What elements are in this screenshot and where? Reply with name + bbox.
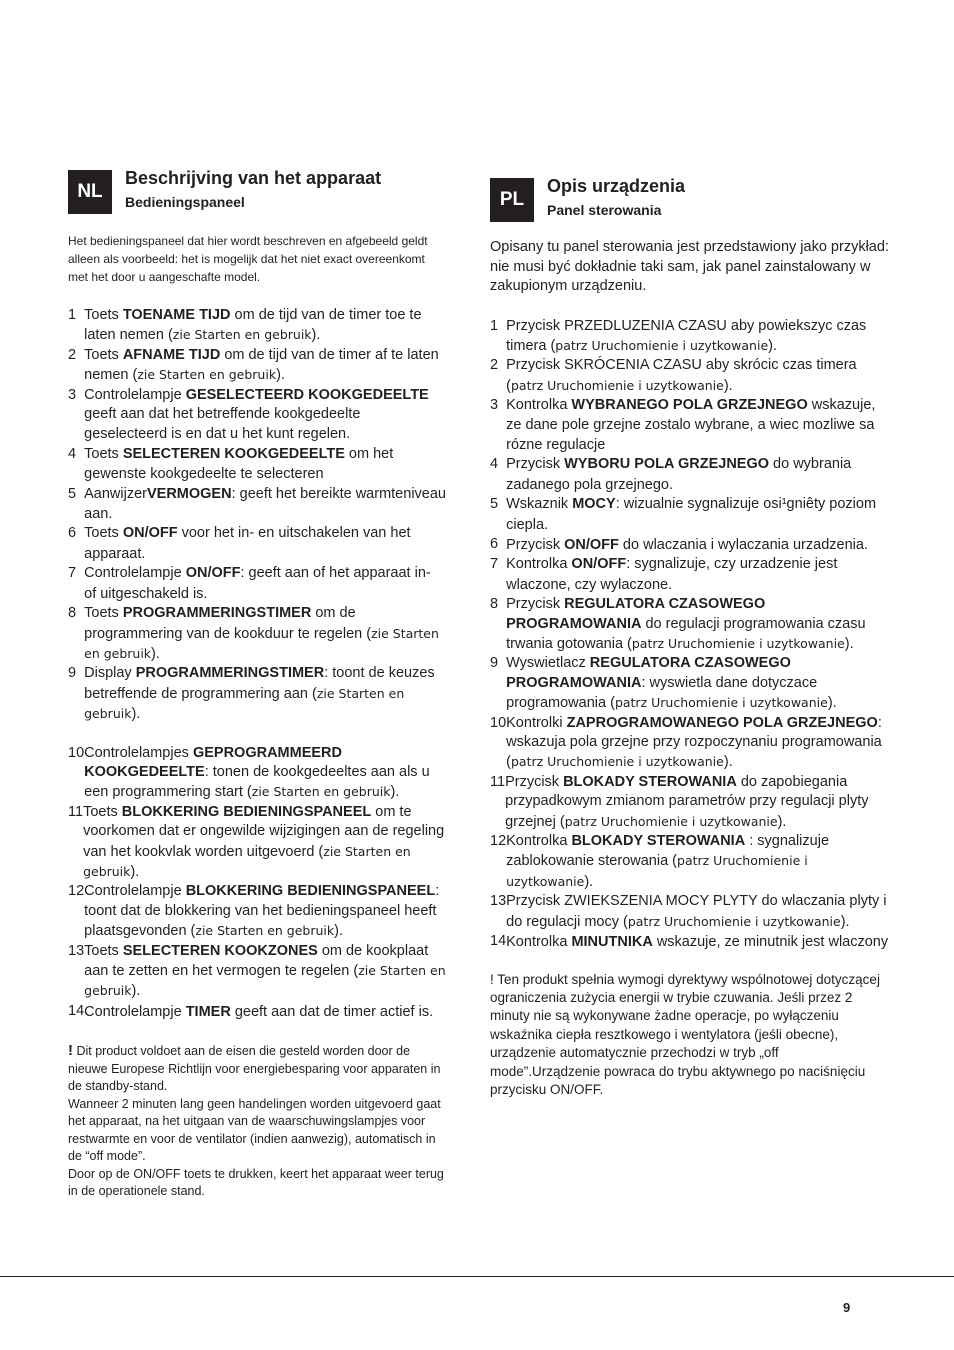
item-small: patrz Uruchomienie i uzytkowanie — [555, 337, 769, 353]
item-end: ). — [276, 367, 285, 384]
list-item — [68, 346, 446, 386]
item-text — [506, 396, 890, 455]
item-bold: GESELECTEERD KOOKGEDEELTE — [185, 386, 429, 403]
item-pre: Controlelampje — [84, 565, 186, 582]
item-bold: ZAPROGRAMOWANEGO POLA GRZEJNEGO — [566, 714, 878, 731]
item-bold: ON/OFF — [571, 556, 627, 573]
item-text — [84, 1002, 446, 1022]
item-post: wskazuje, ze minutnik jest wlaczony — [652, 934, 889, 951]
item-number: 12 — [490, 833, 507, 850]
item-post: om te voorkomen dat er ongewilde wijzigingen aan de regeling van het kookvlak worden uitgevoerd ( — [83, 803, 445, 860]
item-bold: REGULATORA CZASOWEGO PROGRAMOWANIA — [506, 655, 791, 691]
item-small: zie Starten en gebruik — [172, 327, 312, 343]
pl-section-title: Opis urządzenia — [547, 176, 686, 196]
list-item — [490, 773, 890, 832]
item-end: ). — [151, 645, 160, 662]
list-item — [490, 535, 890, 555]
list-item — [490, 356, 890, 396]
item-number: 10 — [68, 744, 85, 761]
pl-header — [490, 176, 890, 226]
list-item — [490, 832, 890, 892]
item-pre: Controlelampje — [84, 1003, 186, 1020]
item-small: zie Starten en gebruik — [137, 367, 277, 383]
item-post: : geeft het bereikte warmteniveau aan. — [84, 485, 446, 523]
item-end: ). — [131, 983, 141, 1000]
item-pre: Toets — [84, 346, 123, 363]
item-pre: Kontrolka — [506, 556, 572, 573]
item-number: 14 — [68, 1002, 85, 1019]
item-bold: BLOKADY STEROWANIA — [563, 773, 737, 790]
item-text — [506, 535, 890, 555]
item-text — [84, 664, 446, 724]
item-number: 8 — [68, 605, 85, 622]
item-post: do wybrania zadanego pola grzejnego. — [506, 456, 852, 493]
item-bold: ON/OFF — [185, 565, 241, 582]
item-end: ). — [768, 337, 778, 354]
nl-section-subtitle: Bedieningspaneel — [125, 194, 245, 210]
list-item — [68, 942, 446, 1002]
item-post: : wyswietla dane dotyczace programowania ( — [506, 674, 818, 712]
item-post: wskazuje, ze dane pole grzejne zostalo wybrane, a wiec mozliwe sa rózne regulacje — [506, 397, 876, 453]
pl-section-subtitle: Panel sterowania — [547, 202, 662, 218]
item-pre: Przycisk — [506, 456, 565, 473]
item-post: voor het in- en uitschakelen van het apparaat. — [84, 525, 411, 562]
item-text — [84, 744, 446, 803]
item-end: ). — [723, 754, 733, 771]
item-pre: Display — [84, 665, 136, 682]
list-item — [68, 524, 446, 564]
item-number: 4 — [490, 456, 507, 473]
item-bold: VERMOGEN — [146, 485, 232, 502]
item-text — [84, 942, 446, 1002]
item-text — [84, 882, 446, 941]
nl-standby-note — [68, 1042, 446, 1201]
item-small: zie Starten en gebruik — [83, 843, 411, 879]
item-pre: Kontrolki — [506, 714, 567, 731]
item-post: : tonen de kookgedeeltes aan als u een programmering start ( — [84, 763, 430, 801]
item-bold: SELECTEREN KOOKGEDEELTE — [122, 445, 345, 462]
item-bold: PROGRAMMERINGSTIMER — [122, 605, 312, 622]
item-text — [84, 604, 446, 664]
item-pre: Przycisk SKRÓCENIA CZASU aby skrócic czas timera ( — [506, 357, 857, 394]
nl-section — [68, 168, 446, 1201]
item-number: 9 — [68, 665, 85, 682]
item-post: : wizualnie sygnalizuje osi¹gniêty poziom ciepla. — [506, 496, 877, 533]
pl-intro-text: Opisany tu panel sterowania jest przedstawiony jako przykład: nie musi być dokładnie taki sam, jak panel zainstalowany w zakupionym urządzeniu. — [490, 239, 889, 294]
item-small: patrz Uruchomienie i uzytkowanie — [510, 377, 724, 393]
item-pre: Przycisk ZWIEKSZENIA MOCY PLYTY do wlaczania plyty i do regulacji mocy ( — [506, 893, 887, 930]
item-number: 2 — [490, 357, 507, 374]
list-item — [68, 485, 446, 525]
item-number: 10 — [490, 714, 507, 731]
item-bold: MOCY — [572, 496, 616, 513]
item-text — [506, 654, 890, 713]
list-item — [490, 495, 890, 535]
list-item — [68, 803, 446, 883]
item-post: om het gewenste kookgedeelte te selecteren — [84, 445, 394, 483]
item-text — [84, 524, 446, 564]
item-bold: ON/OFF — [564, 536, 619, 553]
list-item — [68, 1002, 446, 1022]
nl-note-line-3: Door op de ON/OFF toets te drukken, keert het apparaat weer terug in de operationele stand. — [68, 1166, 444, 1199]
item-bold: ON/OFF — [122, 525, 178, 542]
item-bold: GEPROGRAMMEERD KOOKGEDEELTE — [84, 744, 342, 780]
item-post: : toont dat de blokkering van het bedieningspaneel heeft plaatsgevonden ( — [84, 883, 440, 940]
item-bold: AFNAME TIJD — [122, 346, 221, 363]
item-number: 6 — [68, 525, 85, 542]
item-number: 6 — [490, 535, 507, 552]
item-bold: BLOKADY STEROWANIA — [571, 833, 746, 850]
item-pre: Toets — [84, 942, 123, 959]
nl-intro-text: Het bedieningspaneel dat hier wordt beschreven en afgebeeld geldt alleen als voorbeeld: het is mogelijk dat het niet exact overeenkomt met het door u aangeschafte model. — [68, 234, 428, 284]
item-number: 3 — [490, 397, 507, 414]
item-pre: Kontrolka — [506, 397, 572, 414]
nl-note-line-2: Wanneer 2 minuten lang geen handelingen worden uitgevoerd gaat het apparaat, na het uitgaan van de waarschuwingslampjes voor restwarmte en voor de ventilator (indien aanwezig), automatisch in de “off mode”. — [68, 1096, 441, 1164]
item-small: patrz Uruchomienie i uzytkowanie — [510, 754, 724, 770]
item-post: do wlaczania i wylaczania urzadzenia. — [618, 536, 868, 553]
item-number: 5 — [68, 485, 85, 502]
item-post: do regulacji programowania czasu trwania gotowania ( — [506, 615, 866, 652]
item-number: 3 — [68, 386, 85, 403]
item-number: 14 — [490, 933, 507, 950]
item-end: ). — [390, 784, 400, 801]
item-end: ). — [334, 923, 343, 940]
pl-section — [490, 176, 890, 1099]
pl-language-badge: PL — [490, 178, 534, 222]
nl-control-list — [68, 306, 446, 1022]
item-text — [505, 773, 890, 832]
item-pre: Toets — [84, 605, 123, 622]
item-pre: Wskaznik — [506, 496, 573, 513]
list-item — [68, 664, 446, 724]
list-item — [68, 604, 446, 664]
item-text — [84, 564, 446, 604]
item-small: zie Starten en gebruik — [84, 625, 439, 661]
item-number: 2 — [68, 346, 85, 363]
item-end: ). — [840, 913, 850, 930]
item-pre: Wyswietlacz — [506, 655, 590, 672]
item-post: om de tijd van de timer toe te laten nemen ( — [84, 307, 422, 344]
item-text — [506, 317, 890, 357]
item-text — [84, 445, 446, 485]
item-text — [506, 495, 890, 535]
item-small: patrz Uruchomienie i uzytkowanie — [614, 695, 828, 711]
item-bold: BLOKKERING BEDIENINGSPANEEL — [121, 803, 372, 820]
item-number: 13 — [490, 893, 507, 910]
pl-standby-note: ! Ten produkt spełnia wymogi dyrektywy wspólnotowej dotyczącej ograniczenia zużycia energii w trybie czuwania. Jeśli przez 2 minuty nie są wykonywane żadne operacje, po wyłączeniu wskaźnika ciepła resztkowego i wentylatora (jeśli obecne), urządzenie automatycznie przechodzi w tryb „off mode”.Urządzenie powraca do trybu aktywnego po naciśnięciu przycisku ON/OFF. — [490, 971, 880, 1097]
item-text — [506, 595, 890, 654]
list-item — [490, 932, 890, 952]
item-pre: Aanwijzer — [84, 485, 147, 502]
item-text — [84, 346, 446, 386]
list-item — [490, 455, 890, 495]
item-post: om de tijd van de timer af te laten nemen ( — [84, 346, 439, 384]
item-pre: Kontrolka — [506, 833, 572, 850]
item-text — [506, 555, 890, 595]
list-item — [68, 306, 446, 346]
item-bold: BLOKKERING BEDIENINGSPANEEL — [185, 883, 436, 900]
item-end: ). — [130, 863, 140, 880]
item-number: 8 — [490, 596, 507, 613]
item-end: ). — [584, 873, 594, 890]
item-post: : geeft aan of het apparaat in- of uitgeschakeld is. — [84, 565, 431, 602]
item-text — [506, 356, 890, 396]
item-bold: TOENAME TIJD — [122, 307, 231, 323]
item-small: patrz Uruchomienie i uzytkowanie — [506, 853, 808, 889]
item-pre: Controlelampje — [84, 883, 186, 900]
item-bold: REGULATORA CZASOWEGO PROGRAMOWANIA — [506, 596, 766, 632]
page-number: 9 — [843, 1300, 851, 1315]
item-bold: SELECTEREN KOOKZONES — [122, 942, 318, 959]
item-pre: Toets — [84, 525, 123, 542]
item-post: do zapobiegania przypadkowym zmianom parametrów przy regulacji plyty grzejnej ( — [505, 773, 869, 830]
item-number: 11 — [490, 773, 506, 790]
item-number: 11 — [68, 803, 84, 820]
item-bold: TIMER — [185, 1003, 231, 1020]
item-small: zie Starten en gebruik — [195, 923, 335, 939]
item-pre: Controlelampjes — [84, 744, 193, 761]
item-pre: Toets — [83, 803, 122, 820]
item-number: 7 — [68, 565, 85, 582]
item-bold: MINUTNIKA — [571, 934, 653, 951]
list-item — [68, 882, 446, 941]
item-pre: Toets — [84, 445, 123, 462]
item-post: geeft aan dat de timer actief is. — [230, 1003, 434, 1020]
item-small: zie Starten en gebruik — [84, 963, 446, 999]
item-number: 5 — [490, 496, 507, 513]
item-end: ). — [723, 377, 733, 394]
item-post: om de kookplaat aan te zetten en het vermogen te regelen ( — [84, 942, 429, 979]
item-end: ). — [311, 327, 321, 344]
item-post: : toont de keuzes betreffende de programmering aan ( — [84, 665, 435, 702]
footer-divider — [0, 1276, 954, 1277]
item-text — [83, 803, 446, 883]
item-text — [506, 832, 890, 892]
item-post: : sygnalizuje, czy urzadzenie jest wlaczone, czy wylaczone. — [506, 556, 838, 593]
item-number: 4 — [68, 445, 85, 462]
item-post: geeft aan dat het betreffende kookgedeelte geselecteerd is en dat u het kunt regelen. — [84, 406, 361, 443]
item-text — [506, 932, 890, 952]
nl-section-title: Beschrijving van het apparaat — [125, 168, 382, 188]
item-small: zie Starten en gebruik — [84, 685, 405, 722]
item-bold: WYBRANEGO POLA GRZEJNEGO — [571, 397, 808, 414]
item-end: ). — [827, 695, 837, 712]
item-text — [84, 485, 446, 525]
item-bold: WYBORU POLA GRZEJNEGO — [564, 456, 770, 473]
item-post: om de programmering van de kookduur te regelen ( — [84, 605, 372, 642]
item-bold: PROGRAMMERINGSTIMER — [135, 665, 325, 682]
item-pre: Przycisk — [505, 773, 564, 790]
item-end: ). — [131, 706, 141, 723]
item-number: 9 — [490, 655, 507, 672]
item-post: : wskazuja pola grzejne przy rozpoczynaniu programowania ( — [506, 714, 882, 771]
item-number: 1 — [68, 307, 85, 323]
list-item — [490, 654, 890, 713]
list-item — [68, 744, 446, 803]
item-post: : sygnalizuje zablokowanie sterowania ( — [506, 833, 830, 870]
nl-language-badge: NL — [68, 170, 112, 214]
list-item — [68, 386, 446, 445]
item-number: 7 — [490, 556, 507, 573]
list-item — [490, 892, 890, 932]
item-number: 12 — [68, 883, 85, 900]
pl-control-list — [490, 317, 890, 953]
item-pre: Toets — [84, 307, 123, 323]
list-item — [490, 317, 890, 357]
item-pre: Przycisk — [506, 536, 565, 553]
item-text — [506, 714, 890, 773]
item-pre: Przycisk PRZEDLUZENIA CZASU aby powiekszyc czas timera ( — [506, 317, 867, 354]
item-end: ). — [844, 636, 854, 652]
nl-header — [68, 168, 446, 218]
list-item — [490, 555, 890, 595]
item-pre: Przycisk — [506, 596, 565, 613]
list-item — [490, 396, 890, 455]
item-text — [506, 455, 890, 495]
item-pre: Controlelampje — [84, 386, 186, 403]
item-small: patrz Uruchomienie i uzytkowanie — [627, 913, 841, 929]
list-item — [490, 595, 890, 654]
item-small: patrz Uruchomienie i uzytkowanie — [564, 813, 778, 829]
item-pre: Kontrolka — [506, 934, 572, 951]
nl-note-mark: ! — [68, 1042, 73, 1060]
item-end: ). — [777, 813, 787, 830]
item-text — [84, 306, 446, 346]
item-text — [506, 892, 890, 932]
list-item — [490, 714, 890, 773]
list-item — [68, 445, 446, 485]
item-small: zie Starten en gebruik — [251, 784, 391, 800]
list-item — [68, 564, 446, 604]
item-text — [84, 386, 446, 445]
item-small: patrz Uruchomienie i uzytkowanie — [631, 636, 845, 651]
item-number: 1 — [490, 317, 507, 334]
item-number: 13 — [68, 942, 85, 959]
nl-note-line-1: Dit product voldoet aan de eisen die gesteld worden door de nieuwe Europese Richtlijn voor energiebesparing voor apparaten in de standby-stand. — [68, 1044, 441, 1094]
